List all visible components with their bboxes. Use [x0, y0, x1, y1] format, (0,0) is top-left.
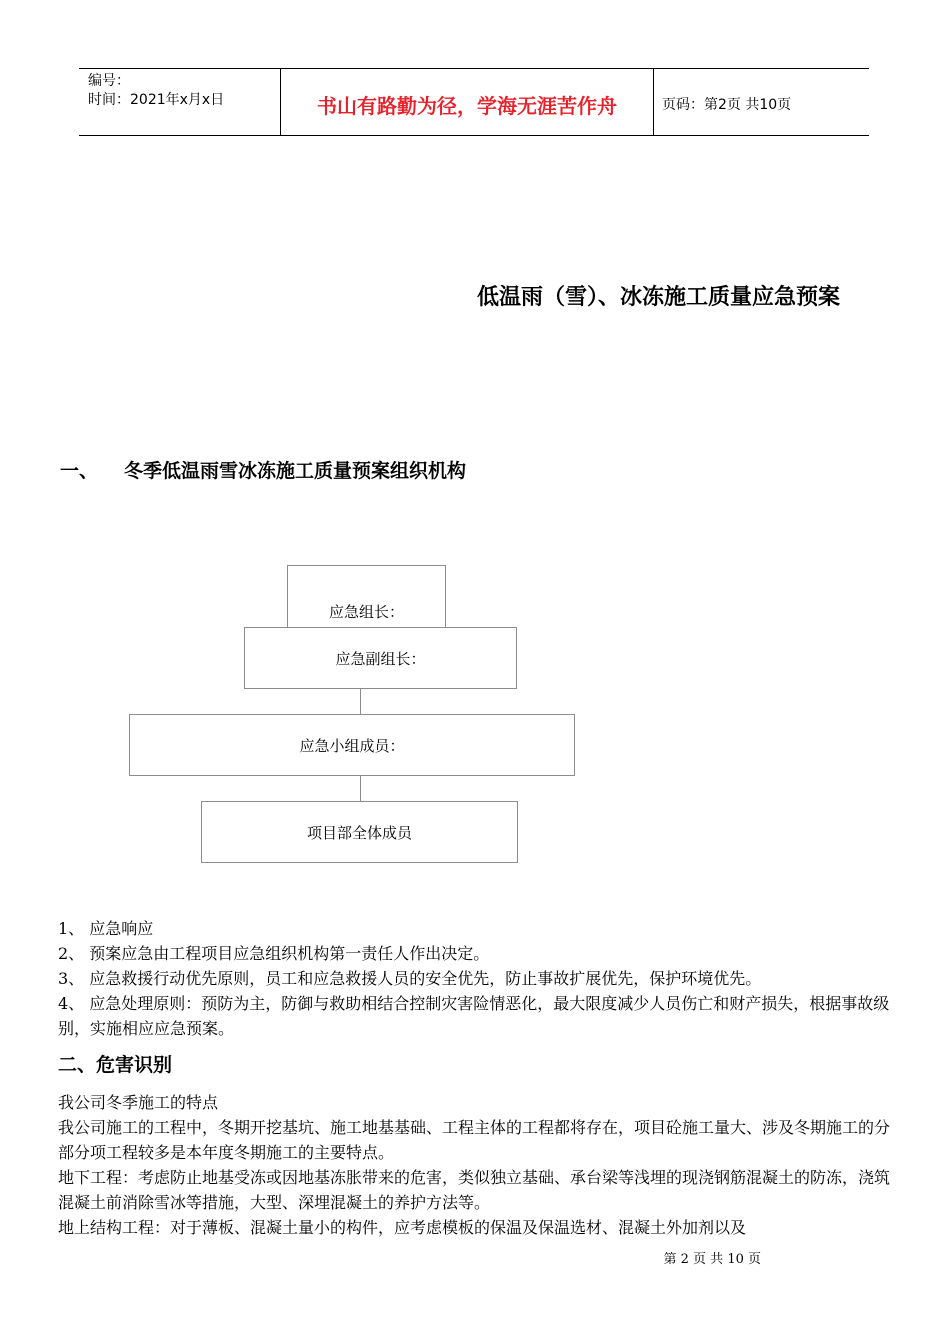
- list-item: 3、 应急救援行动优先原则，员工和应急救援人员的安全优先，防止事故扩展优先，保护环境优先。: [58, 969, 762, 988]
- header-number-label: 编号：: [88, 73, 130, 89]
- section2-body: [58, 1090, 894, 1240]
- section2-heading: 二、危害识别: [58, 1054, 173, 1076]
- org-members-label: 应急小组成员：: [299, 736, 405, 755]
- org-connector-1: [360, 689, 361, 714]
- org-all-staff-label: 项目部全体成员: [306, 823, 412, 842]
- header-motto: 书山有路勤为径，学海无涯苦作舟: [317, 94, 617, 118]
- org-leader-label: 应急组长：: [328, 603, 404, 621]
- org-deputy-label: 应急副组长：: [335, 649, 426, 668]
- list-item: 1、 应急响应: [58, 919, 154, 938]
- org-box-deputy: [244, 627, 517, 689]
- header-meta: [88, 72, 224, 110]
- paragraph: 我公司冬季施工的特点: [58, 1093, 219, 1112]
- response-list: [58, 916, 894, 1041]
- org-connector-2: [360, 776, 361, 801]
- paragraph: 地下工程：考虑防止地基受冻或因地基冻胀带来的危害，类似独立基础、承台梁等浅埋的现浇钢筋混凝土的防冻，浇筑混凝土前消除雪冰等措施，大型、深埋混凝土的养护方法等。: [58, 1168, 891, 1212]
- page-footer: 第 2 页 共 10 页: [663, 1252, 761, 1267]
- section1-title: 冬季低温雨雪冰冻施工质量预案组织机构: [124, 460, 467, 482]
- section1-heading: [60, 456, 466, 483]
- org-box-all-staff: [201, 801, 518, 863]
- document-title: 低温雨（雪）、冰冻施工质量应急预案: [476, 285, 840, 310]
- header-page-info: 页码：第2页 共10页: [662, 97, 792, 113]
- header-bottom-rule: [79, 135, 869, 136]
- list-item: 4、 应急处理原则：预防为主，防御与救助相结合控制灾害险情恶化，最大限度减少人员伤亡和财产损失，根据事故级别，实施相应应急预案。: [58, 994, 890, 1038]
- header-time-label: 时间：2021年x月x日: [88, 92, 225, 108]
- header-divider-right: [653, 68, 654, 135]
- header-top-rule: [79, 68, 869, 69]
- org-box-members: [129, 714, 575, 776]
- paragraph: 地上结构工程：对于薄板、混凝土量小的构件，应考虑模板的保温及保温选材、混凝土外加剂以及: [58, 1218, 747, 1237]
- section1-number: 一、: [60, 460, 99, 482]
- paragraph: 我公司施工的工程中，冬期开挖基坑、施工地基基础、工程主体的工程都将存在，项目砼施工量大、涉及冬期施工的分部分项工程较多是本年度冬期施工的主要特点。: [58, 1118, 891, 1162]
- list-item: 2、 预案应急由工程项目应急组织机构第一责任人作出决定。: [58, 944, 490, 963]
